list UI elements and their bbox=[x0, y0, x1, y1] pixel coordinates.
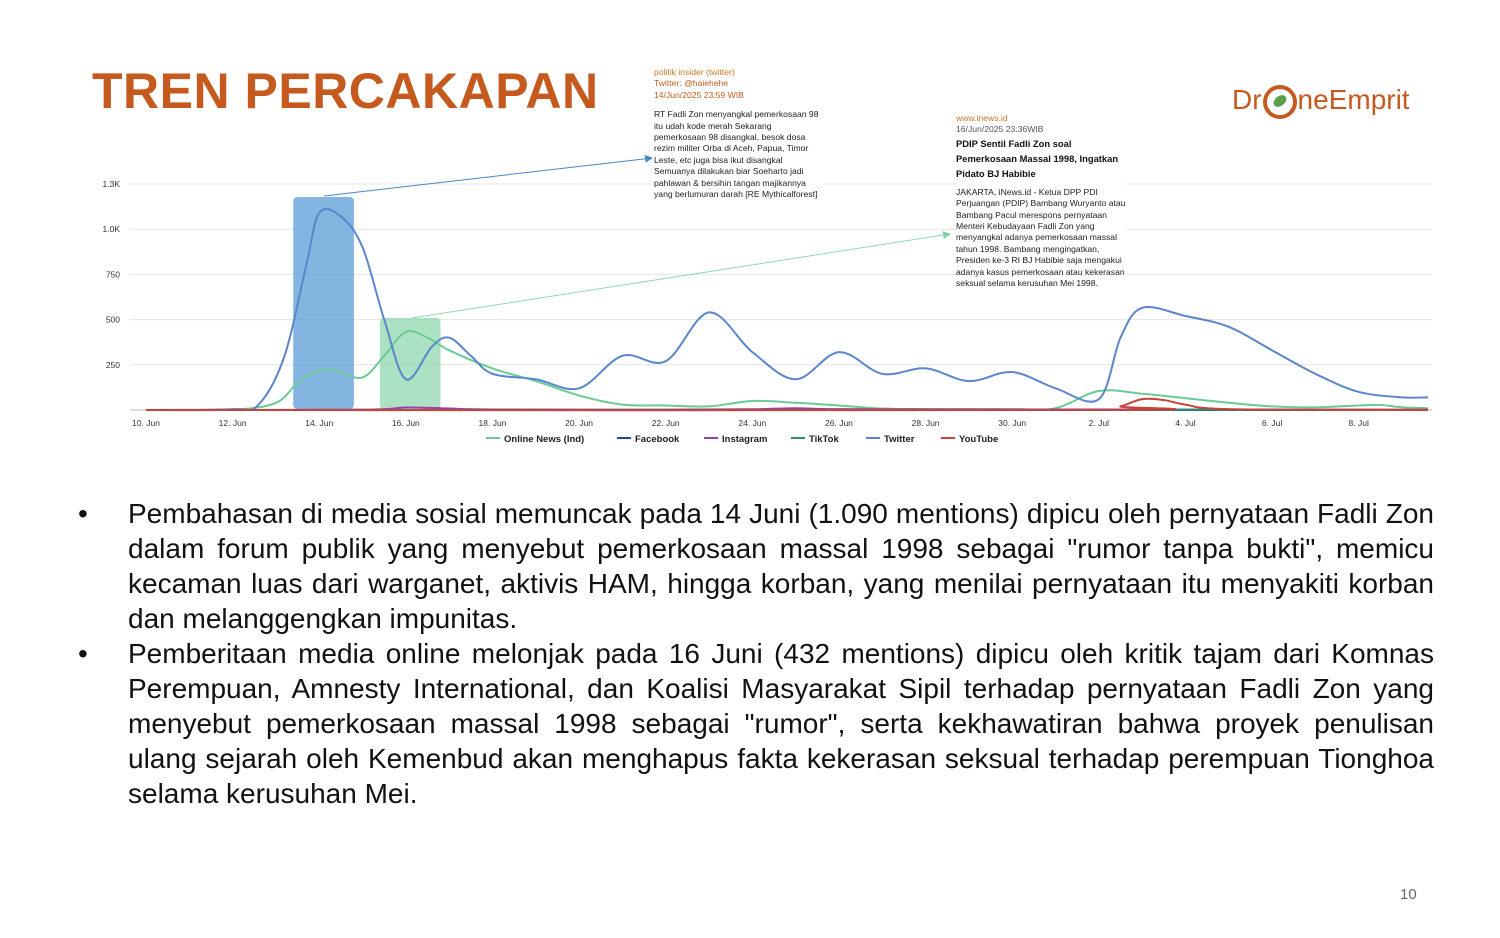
callout-news bbox=[956, 113, 1126, 289]
x-tick-label: 28. Jun bbox=[911, 418, 940, 428]
y-tick-label: 750 bbox=[105, 269, 120, 280]
x-tick-label: 8. Jul bbox=[1348, 418, 1369, 428]
y-tick-label: 250 bbox=[105, 359, 120, 370]
x-tick-label: 18. Jun bbox=[478, 418, 507, 428]
callout-handle: Twitter: @haiehehe bbox=[654, 78, 729, 89]
y-tick-label: 500 bbox=[105, 314, 120, 325]
bullet-item bbox=[78, 636, 1434, 811]
callout-date: 14/Jun/2025 23:59 WIB bbox=[654, 89, 744, 100]
callout-body: JAKARTA, iNews.id - Ketua DPP PDI Perjuangan (PDIP) Bambang Wuryanto atau Bambang Pacul merespons pernyataan Menteri Kebudayaan Fadli Zon yang menyangkal adanya pemerkosaan massal tahun 1998. Bambang mengingatkan, Presiden ke-3 RI BJ Habibie saja mengakui adanya kasus pemerkosaan atau kekerasan seksual selama kerusuhan Mei 1998. bbox=[956, 186, 1126, 289]
callout-source: www.inews.id bbox=[956, 113, 1008, 123]
callout-arrow-news bbox=[412, 234, 950, 318]
legend-label: Twitter bbox=[884, 434, 915, 445]
legend-label: TikTok bbox=[809, 434, 839, 445]
page-title: TREN PERCAKAPAN bbox=[92, 63, 599, 119]
x-tick-label: 2. Jul bbox=[1088, 418, 1110, 428]
x-tick-label: 22. Jun bbox=[651, 418, 680, 428]
logo-text-left: Dr bbox=[1232, 84, 1262, 115]
x-tick-label: 20. Jun bbox=[565, 418, 594, 428]
bullet-list bbox=[78, 496, 1434, 811]
callout-arrows bbox=[324, 158, 950, 318]
x-tick-label: 26. Jun bbox=[825, 418, 853, 428]
bullet-text: Pembahasan di media sosial memuncak pada 14 Juni (1.090 mentions) dipicu oleh pernyataan Fadli Zon dalam forum publik yang menyebut pemerkosaan massal 1998 sebagai "rumor tanpa bukti", memicu kecaman luas dari warganet, aktivis HAM, hingga korban, yang menilai pernyataan itu menyakiti korban dan melanggengkan impunitas. bbox=[128, 498, 1434, 634]
legend-label: Instagram bbox=[722, 434, 768, 445]
y-tick-label: 1.3K bbox=[102, 179, 120, 189]
callout-source: politik insider (twitter) bbox=[654, 67, 735, 77]
x-tick-label: 12. Jun bbox=[218, 418, 247, 428]
x-tick-label: 6. Jul bbox=[1261, 418, 1283, 428]
bullet-item bbox=[78, 496, 1434, 636]
legend-label: YouTube bbox=[959, 434, 999, 445]
bullet-symbol: • bbox=[78, 638, 88, 669]
callout-date: 16/Jun/2025 23:36WIB bbox=[956, 124, 1044, 135]
x-tick-label: 30. Jun bbox=[998, 418, 1027, 428]
callout-arrow-twitter bbox=[324, 158, 652, 196]
chart-x-axis bbox=[132, 418, 1369, 428]
x-tick-label: 4. Jul bbox=[1175, 418, 1196, 428]
bullet-symbol: • bbox=[78, 498, 88, 529]
highlight-box bbox=[293, 197, 354, 409]
legend-label: Facebook bbox=[635, 434, 680, 445]
x-tick-label: 16. Jun bbox=[391, 418, 420, 428]
bullet-text: Pemberitaan media online melonjak pada 16 Juni (432 mentions) dipicu oleh kritik tajam dari Komnas Perempuan, Amnesty International, dan Koalisi Masyarakat Sipil terhadap pernyataan Fadli Zon yang menyebut pemerkosaan massal 1998 sebagai "rumor", serta kekhawatiran bahwa proyek penulisan ulang sejarah oleh Kemenbud akan menghapus fakta kekerasan seksual terhadap perempuan Tionghoa selama kerusuhan Mei. bbox=[128, 638, 1434, 809]
x-tick-label: 10. Jun bbox=[132, 418, 160, 428]
page-number: 10 bbox=[1400, 886, 1417, 903]
chart-legend bbox=[486, 434, 998, 445]
x-tick-label: 14. Jun bbox=[305, 418, 334, 428]
chart-y-axis bbox=[103, 179, 121, 370]
callout-twitter bbox=[654, 67, 824, 200]
callout-body: RT Fadli Zon menyangkal pemerkosaan 98 itu udah kode merah Sekarang pemerkosaan 98 disangkal, besok dosa rezim militer Orba di Aceh, Papua, Timor Leste, etc juga bisa ikut disangkal Semuanya dilakukan biar Soeharto jadi pahlawan & bersihin tangan majikannya yang berlumuran darah [RE Mythicalforest] bbox=[654, 109, 819, 200]
legend-label: Online News (Ind) bbox=[504, 434, 585, 445]
callout-headline: PDIP Sentil Fadli Zon soal Pemerkosaan Massal 1998, Ingatkan Pidato BJ Habibie bbox=[956, 137, 1119, 179]
y-tick-label: 1.0K bbox=[102, 224, 120, 235]
logo-text-right: neEmprit bbox=[1297, 84, 1410, 115]
x-tick-label: 24. Jun bbox=[738, 418, 767, 428]
